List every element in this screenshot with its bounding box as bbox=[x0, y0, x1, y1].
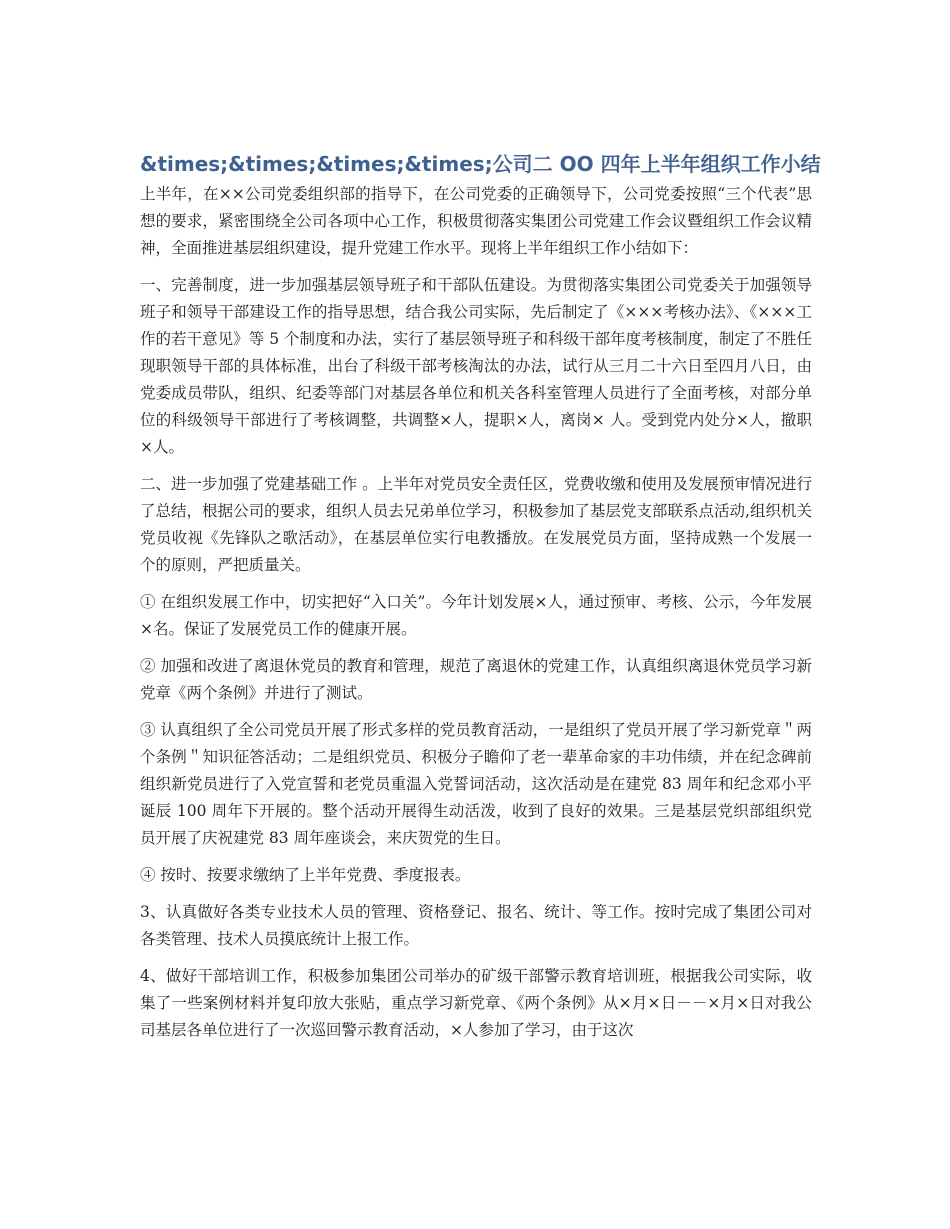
paragraph-section-4: 4、做好干部培训工作，积极参加集团公司举办的矿级干部警示教育培训班，根据我公司实际，收集了一些案例材料并复印放大张贴，重点学习新党章、《两个条例》从×月×日－－×月×日对我公司基层各单位进行了一次巡回警示教育活动，×人参加了学习，由于这次 bbox=[140, 967, 812, 1039]
paragraph-item-4: ④ 按时、按要求缴纳了上半年党费、季度报表。 bbox=[140, 866, 471, 884]
paragraph-item-1: ① 在组织发展工作中，切实把好“入口关”。今年计划发展×人，通过预审、考核、公示，今年发展×名。保证了发展党员工作的健康开展。 bbox=[140, 593, 812, 638]
paragraph-intro: 上半年，在××公司党委组织部的指导下，在公司党委的正确领导下，公司党委按照“三个代表”思想的要求，紧密围绕全公司各项中心工作，积极贯彻落实集团公司党建工作会议暨组织工作会议精神，全面推进基层组织建设，提升党建工作水平。现将上半年组织工作小结如下： bbox=[140, 185, 812, 257]
paragraph-item-3: ③ 认真组织了全公司党员开展了形式多样的党员教育活动，一是组织了党员开展了学习新党章＂两个条例＂知识征答活动；二是组织党员、积极分子瞻仰了老一辈革命家的丰功伟绩，并在纪念碑前组织新党员进行了入党宣誓和老党员重温入党誓词活动，这次活动是在建党 83 周年和纪念邓小平诞辰 100 周年下开展的。整个活动开展得生动活泼，收到了良好的效果。三是基层党织部组织党员开展了庆祝建党 83 周年座谈会，来庆贺党的生日。 bbox=[140, 721, 812, 847]
document-title: &times;&times;&times;&times;公司二 OO 四年上半年组织工作小结 bbox=[140, 152, 821, 176]
paragraph-item-2: ② 加强和改进了离退休党员的教育和管理，规范了离退休的党建工作，认真组织离退休党员学习新党章《两个条例》并进行了测试。 bbox=[140, 657, 812, 702]
paragraph-section-1: 一、完善制度，进一步加强基层领导班子和干部队伍建设。为贯彻落实集团公司党委关于加强领导班子和领导干部建设工作的指导思想，结合我公司实际，先后制定了《×××考核办法》、《×××工作的若干意见》等 5 个制度和办法，实行了基层领导班子和科级干部年度考核制度，制定了不胜任现职领导干部的具体标准，出台了科级干部考核淘汰的办法，试行从三月二十六日至四月八日，由党委成员带队，组织、纪委等部门对基层各单位和机关各科室管理人员进行了全面考核，对部分单位的科级领导干部进行了考核调整，共调整×人，提职×人，离岗× 人。受到党内处分×人，撤职×人。 bbox=[140, 276, 812, 456]
paragraph-section-3: 3、认真做好各类专业技术人员的管理、资格登记、报名、统计、等工作。按时完成了集团公司对各类管理、技术人员摸底统计上报工作。 bbox=[140, 903, 812, 948]
document-page bbox=[140, 150, 821, 1054]
paragraph-section-2: 二、进一步加强了党建基础工作 。上半年对党员安全责任区，党费收缴和使用及发展预审情况进行了总结，根据公司的要求，组织人员去兄弟单位学习，积极参加了基层党支部联系点活动,组织机关党员收视《先锋队之歌活动》，在基层单位实行电教播放。在发展党员方面，坚持成熟一个发展一个的原则，严把质量关。 bbox=[140, 475, 812, 574]
